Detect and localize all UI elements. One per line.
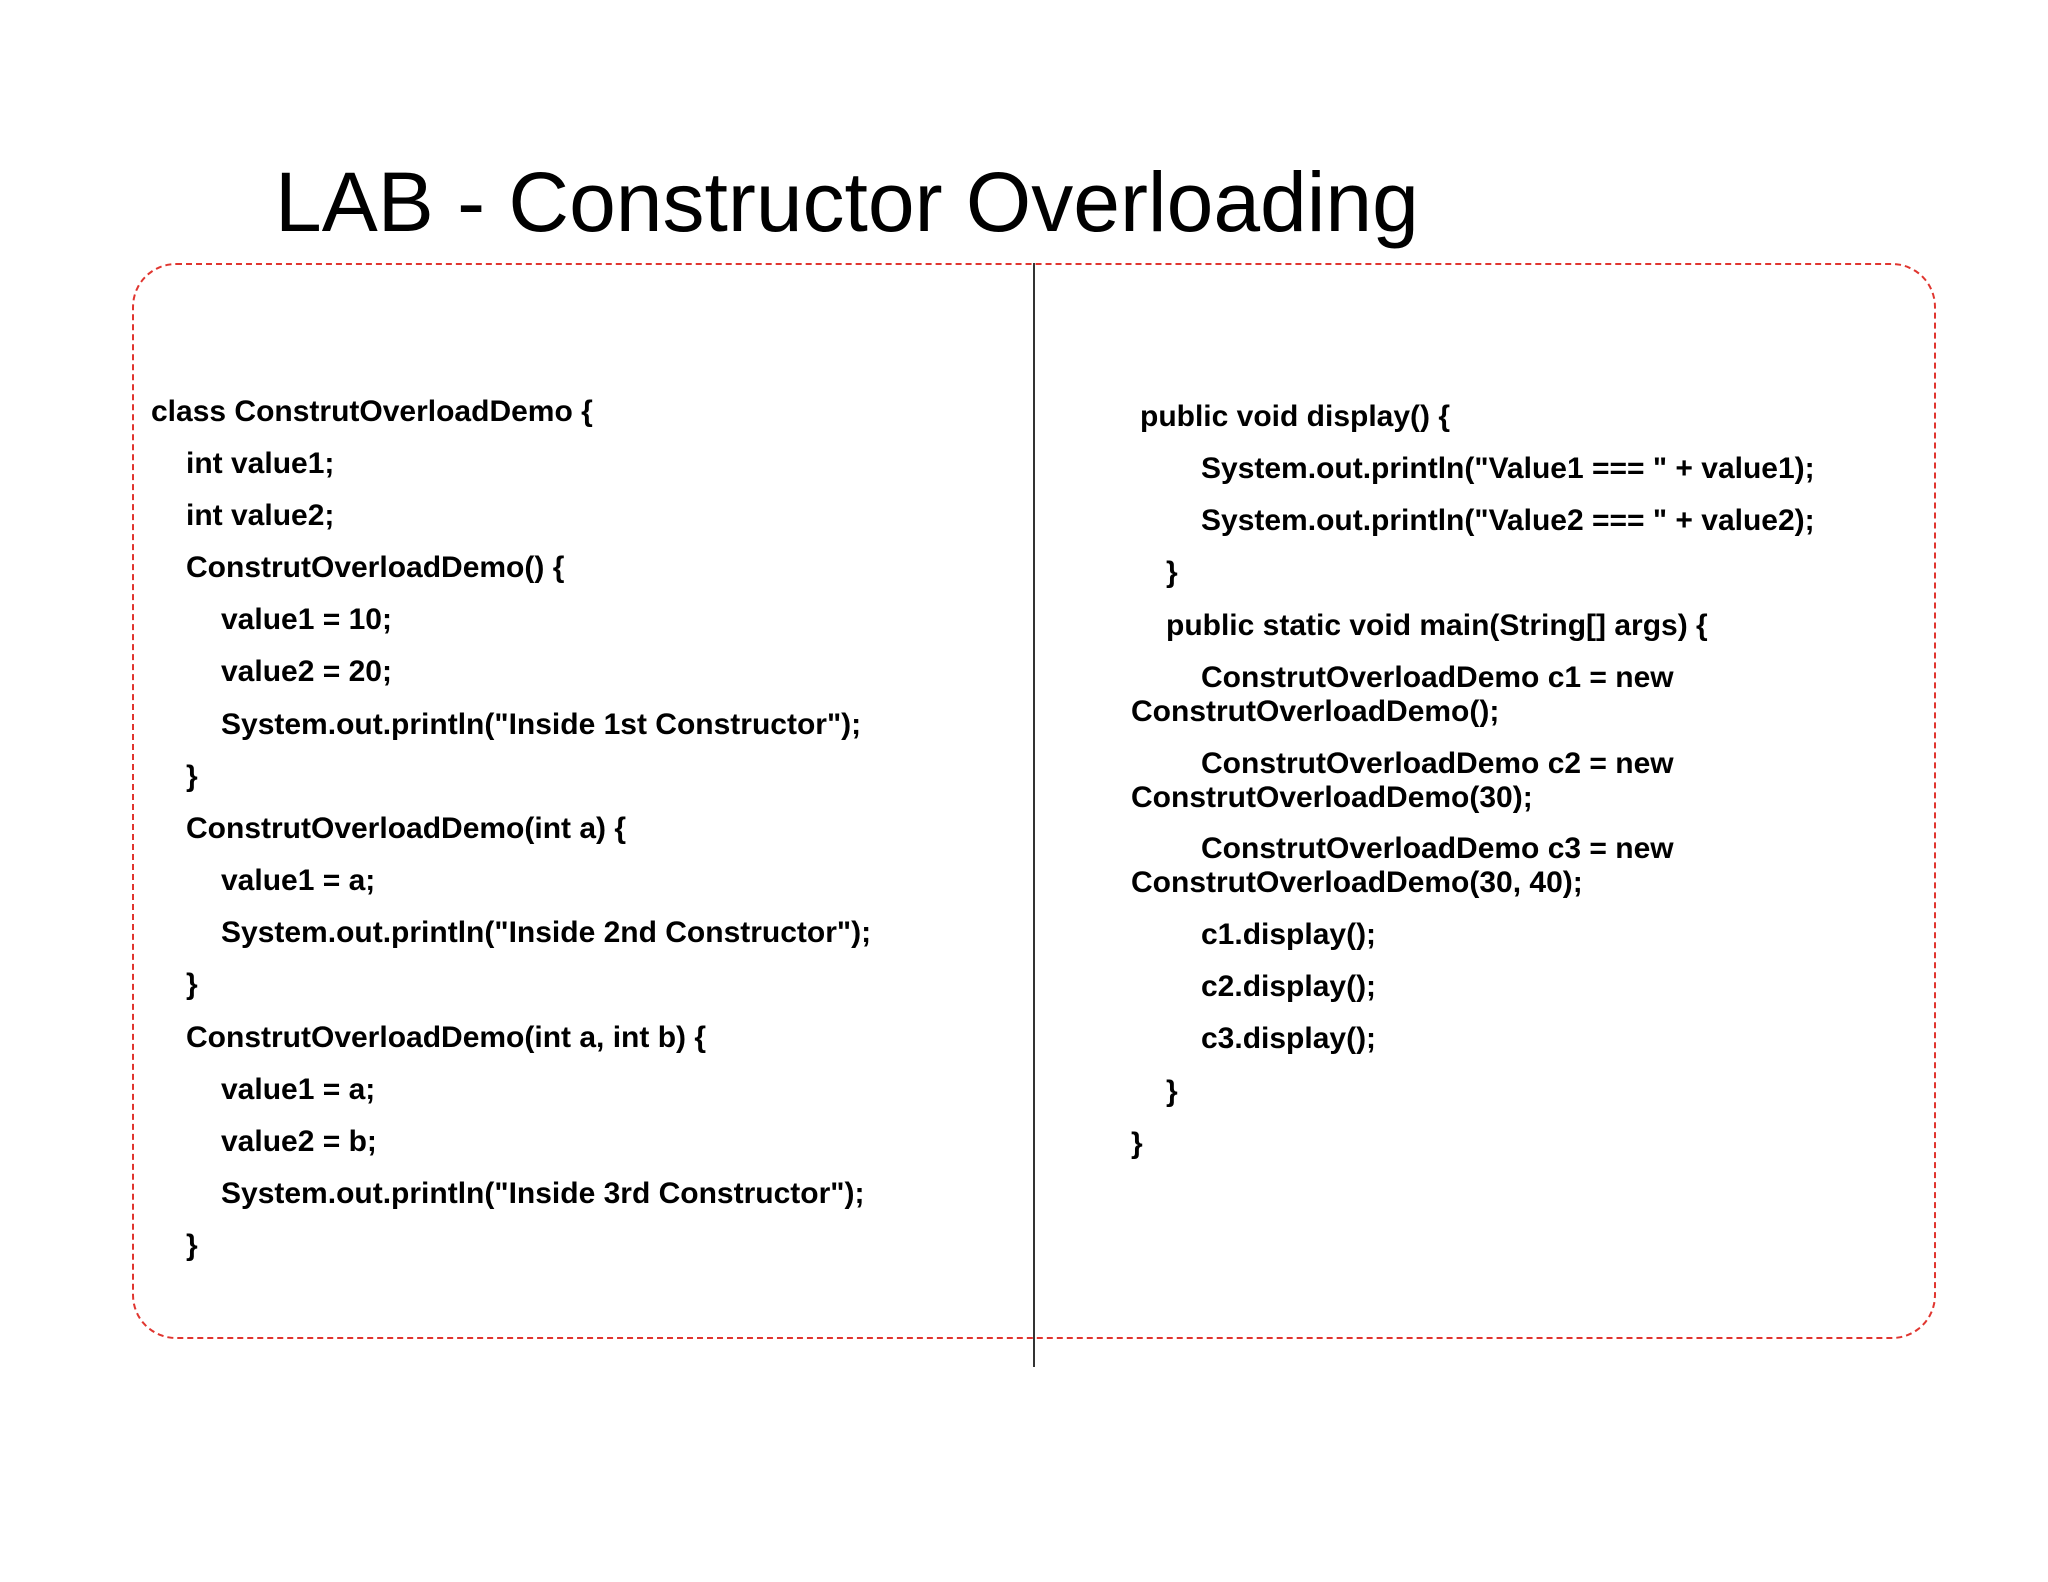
- code-line: ConstrutOverloadDemo();: [1131, 695, 1500, 728]
- code-line: public static void main(String[] args) {: [1166, 609, 1708, 642]
- code-line: System.out.println("Value1 === " + value1);: [1201, 452, 1815, 485]
- code-line: c1.display();: [1201, 918, 1377, 951]
- code-line: }: [1166, 1075, 1178, 1108]
- code-line: }: [186, 760, 198, 793]
- code-line: c2.display();: [1201, 970, 1377, 1003]
- code-line: value2 = b;: [221, 1125, 377, 1158]
- code-line: System.out.println("Inside 2nd Constructor");: [221, 916, 872, 949]
- code-line: int value2;: [186, 499, 335, 532]
- code-line: System.out.println("Inside 3rd Constructor");: [221, 1177, 865, 1210]
- code-line: System.out.println("Value2 === " + value2);: [1201, 504, 1815, 537]
- code-line: }: [1166, 556, 1178, 589]
- code-line: value2 = 20;: [221, 655, 392, 688]
- code-line: ConstrutOverloadDemo(30, 40);: [1131, 866, 1583, 899]
- code-line: }: [186, 1229, 198, 1262]
- code-line: ConstrutOverloadDemo(30);: [1131, 781, 1533, 814]
- code-line: int value1;: [186, 447, 335, 480]
- column-divider: [1033, 263, 1035, 1367]
- code-line: ConstrutOverloadDemo c3 = new: [1201, 832, 1674, 865]
- slide-title: LAB - Constructor Overloading: [275, 155, 1419, 249]
- code-line: public void display() {: [1140, 400, 1451, 433]
- code-line: c3.display();: [1201, 1022, 1377, 1055]
- code-line: System.out.println("Inside 1st Constructor");: [221, 708, 862, 741]
- code-line: ConstrutOverloadDemo c1 = new: [1201, 661, 1674, 694]
- code-line: value1 = a;: [221, 1073, 376, 1106]
- code-line: }: [186, 968, 198, 1001]
- code-line: value1 = a;: [221, 864, 376, 897]
- code-line: }: [1131, 1127, 1143, 1160]
- code-line: ConstrutOverloadDemo() {: [186, 551, 565, 584]
- code-line: value1 = 10;: [221, 603, 392, 636]
- code-line: class ConstrutOverloadDemo {: [151, 395, 593, 428]
- code-line: ConstrutOverloadDemo c2 = new: [1201, 747, 1674, 780]
- code-line: ConstrutOverloadDemo(int a, int b) {: [186, 1021, 707, 1054]
- code-line: ConstrutOverloadDemo(int a) {: [186, 812, 627, 845]
